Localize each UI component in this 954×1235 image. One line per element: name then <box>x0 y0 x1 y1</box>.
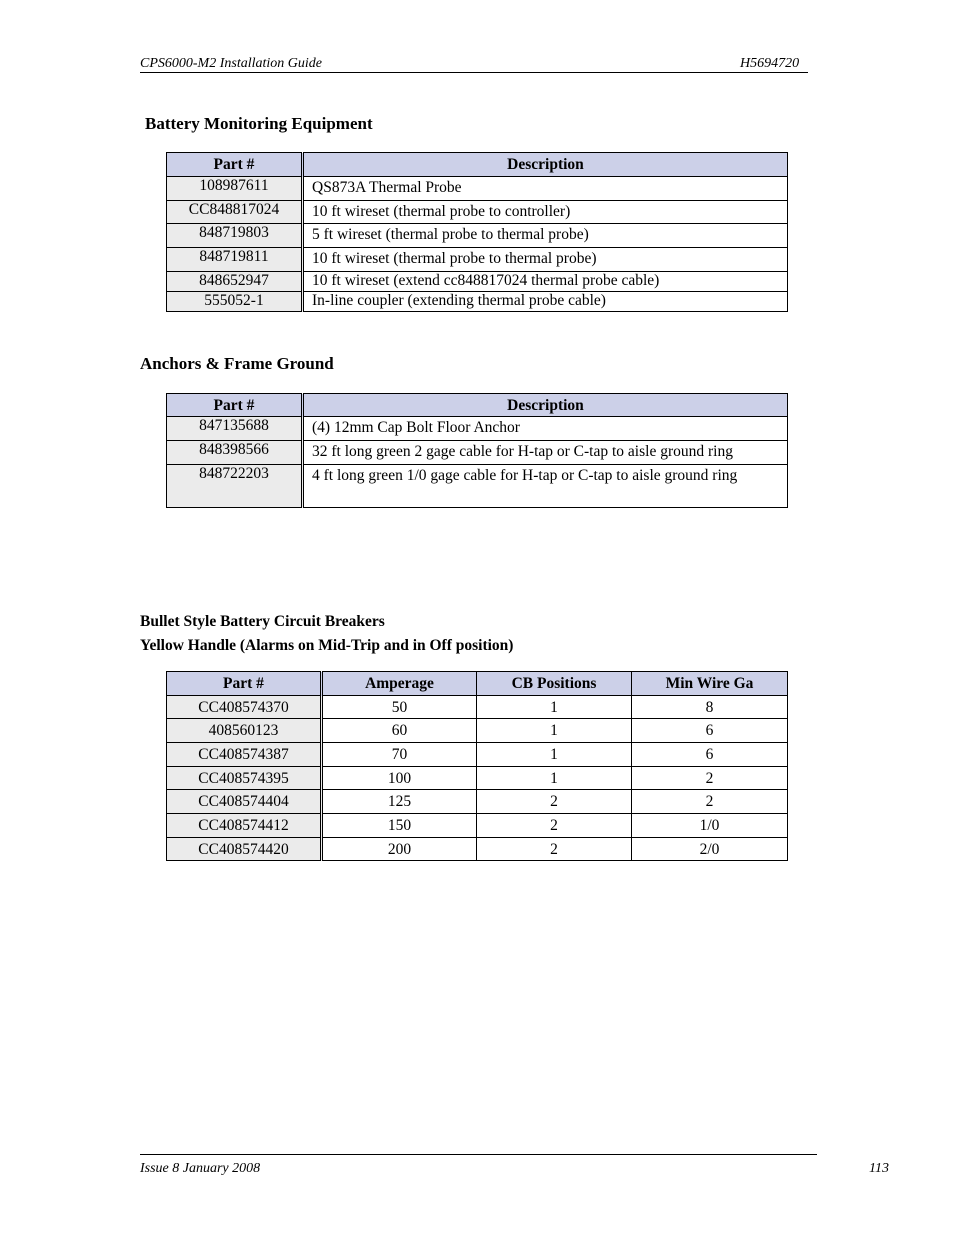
column-header-part: Part # <box>167 153 303 177</box>
description: (4) 12mm Cap Bolt Floor Anchor <box>303 417 788 441</box>
part-number: CC408574395 <box>167 767 322 790</box>
cb-positions: 2 <box>477 790 632 814</box>
description: 32 ft long green 2 gage cable for H-tap or C-tap to aisle ground ring <box>303 441 788 465</box>
description: 10 ft wireset (extend cc848817024 thermal probe cable) <box>303 272 788 292</box>
part-number: 848719811 <box>167 248 303 272</box>
part-number: 408560123 <box>167 719 322 743</box>
table-row <box>167 719 788 743</box>
table-row <box>167 441 788 465</box>
part-number: CC408574420 <box>167 838 322 861</box>
breakers-section-subtitle: Yellow Handle (Alarms on Mid-Trip and in Off position) <box>140 637 514 654</box>
column-header-part: Part # <box>167 672 322 696</box>
part-number: 555052-1 <box>167 292 303 312</box>
table-row <box>167 838 788 861</box>
amperage: 60 <box>322 719 477 743</box>
part-number: 848719803 <box>167 224 303 248</box>
description: In-line coupler (extending thermal probe cable) <box>303 292 788 312</box>
cb-positions: 1 <box>477 743 632 767</box>
anchors-section-title: Anchors & Frame Ground <box>140 354 334 373</box>
footer-rule <box>140 1154 817 1155</box>
table-row <box>167 743 788 767</box>
breakers-table <box>166 671 788 861</box>
amperage: 200 <box>322 838 477 861</box>
table-row <box>167 248 788 272</box>
description: QS873A Thermal Probe <box>303 177 788 201</box>
min-wire-ga: 2 <box>632 767 788 790</box>
min-wire-ga: 2 <box>632 790 788 814</box>
header-rule <box>140 72 808 73</box>
table-row <box>167 465 788 508</box>
cb-positions: 1 <box>477 767 632 790</box>
table-row <box>167 292 788 312</box>
table-row <box>167 814 788 838</box>
column-header-amperage: Amperage <box>322 672 477 696</box>
breakers-section-title: Bullet Style Battery Circuit Breakers <box>140 613 385 630</box>
column-header-description: Description <box>303 153 788 177</box>
min-wire-ga: 6 <box>632 719 788 743</box>
part-number: 848722203 <box>167 465 303 508</box>
cb-positions: 1 <box>477 696 632 719</box>
min-wire-ga: 2/0 <box>632 838 788 861</box>
anchors-table-header <box>167 394 788 417</box>
cb-positions: 2 <box>477 814 632 838</box>
description: 10 ft wireset (thermal probe to controller) <box>303 201 788 224</box>
footer-issue-date: Issue 8 January 2008 <box>140 1161 261 1176</box>
part-number: 848398566 <box>167 441 303 465</box>
part-number: 848652947 <box>167 272 303 292</box>
battery-table <box>166 152 788 312</box>
part-number: CC408574387 <box>167 743 322 767</box>
description: 10 ft wireset (thermal probe to thermal probe) <box>303 248 788 272</box>
amperage: 125 <box>322 790 477 814</box>
description: 5 ft wireset (thermal probe to thermal probe) <box>303 224 788 248</box>
min-wire-ga: 6 <box>632 743 788 767</box>
table-row <box>167 177 788 201</box>
column-header-cb-positions: CB Positions <box>477 672 632 696</box>
amperage: 70 <box>322 743 477 767</box>
table-row <box>167 790 788 814</box>
cb-positions: 2 <box>477 838 632 861</box>
amperage: 150 <box>322 814 477 838</box>
amperage: 100 <box>322 767 477 790</box>
battery-section-title: Battery Monitoring Equipment <box>145 114 373 133</box>
page-number: 113 <box>869 1161 889 1176</box>
anchors-table <box>166 393 788 508</box>
table-row <box>167 201 788 224</box>
table-row <box>167 272 788 292</box>
part-number: CC408574404 <box>167 790 322 814</box>
part-number: CC848817024 <box>167 201 303 224</box>
amperage: 50 <box>322 696 477 719</box>
battery-table-header <box>167 153 788 177</box>
header-guide-title: CPS6000-M2 Installation Guide <box>140 56 322 71</box>
min-wire-ga: 8 <box>632 696 788 719</box>
column-header-description: Description <box>303 394 788 417</box>
breakers-table-header <box>167 672 788 696</box>
table-row <box>167 224 788 248</box>
column-header-min-wire-ga: Min Wire Ga <box>632 672 788 696</box>
table-row <box>167 417 788 441</box>
table-row <box>167 767 788 790</box>
part-number: CC408574370 <box>167 696 322 719</box>
column-header-part: Part # <box>167 394 303 417</box>
part-number: 847135688 <box>167 417 303 441</box>
cb-positions: 1 <box>477 719 632 743</box>
min-wire-ga: 1/0 <box>632 814 788 838</box>
part-number: 108987611 <box>167 177 303 201</box>
header-doc-number: H5694720 <box>740 56 800 71</box>
description: 4 ft long green 1/0 gage cable for H-tap or C-tap to aisle ground ring <box>303 465 788 508</box>
part-number: CC408574412 <box>167 814 322 838</box>
table-row <box>167 696 788 719</box>
